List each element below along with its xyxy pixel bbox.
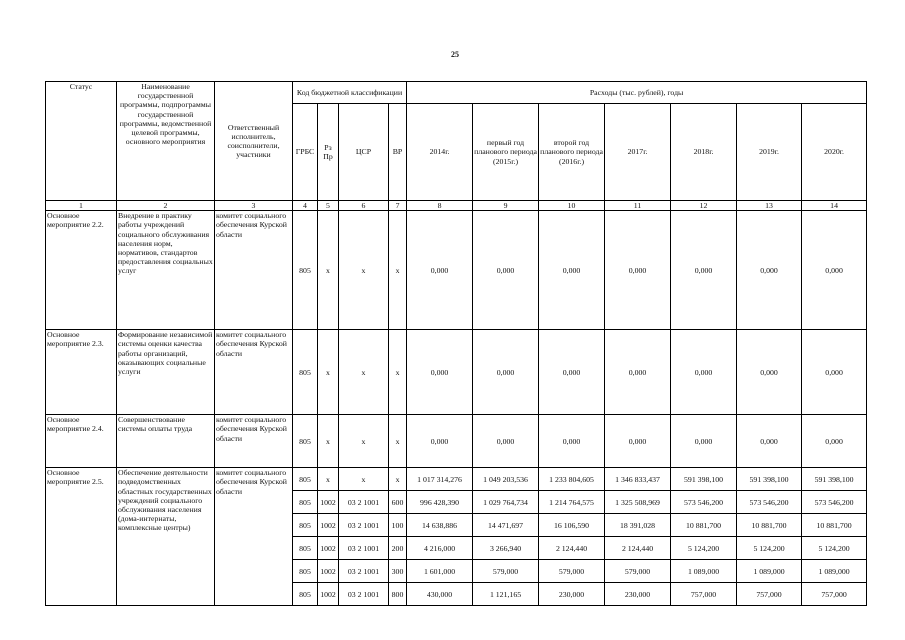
header-budget-code-group: Код бюджетной классификации (293, 82, 407, 104)
grbs-cell: 805 (293, 537, 318, 560)
column-number: 10 (539, 201, 605, 211)
status-cell: Основное мероприятие 2.4. (46, 415, 117, 468)
value-2017: 230,000 (605, 583, 671, 606)
value-2016: 0,000 (539, 415, 605, 468)
rzpr-cell: 1002 (318, 514, 339, 537)
vr-cell: 200 (389, 537, 407, 560)
value-2019: 5 124,200 (737, 537, 802, 560)
rzpr-cell: 1002 (318, 537, 339, 560)
rzpr-cell: 1002 (318, 583, 339, 606)
name-cell: Совершенствование системы оплаты труда (117, 415, 215, 468)
value-2018: 1 089,000 (671, 560, 737, 583)
header-2020: 2020г. (802, 104, 867, 201)
column-number: 12 (671, 201, 737, 211)
responsible-cell: комитет социального обеспечения Курской области (215, 211, 293, 330)
header-2015: первый год планового периода (2015г.) (473, 104, 539, 201)
value-2014: 0,000 (407, 211, 473, 330)
column-number: 7 (389, 201, 407, 211)
vr-cell: 100 (389, 514, 407, 537)
value-2019: 591 398,100 (737, 468, 802, 491)
header-status: Статус (46, 82, 117, 201)
vr-cell: x (389, 468, 407, 491)
rzpr-cell: x (318, 211, 339, 330)
vr-cell: 600 (389, 491, 407, 514)
status-cell: Основное мероприятие 2.2. (46, 211, 117, 330)
responsible-cell: комитет социального обеспечения Курской области (215, 330, 293, 415)
value-2020: 0,000 (802, 415, 867, 468)
value-2018: 573 546,200 (671, 491, 737, 514)
value-2015: 1 029 764,734 (473, 491, 539, 514)
column-number: 3 (215, 201, 293, 211)
value-2016: 230,000 (539, 583, 605, 606)
value-2019: 1 089,000 (737, 560, 802, 583)
csr-cell: 03 2 1001 (339, 537, 389, 560)
value-2020: 1 089,000 (802, 560, 867, 583)
vr-cell: x (389, 415, 407, 468)
value-2020: 0,000 (802, 211, 867, 330)
rzpr-cell: x (318, 468, 339, 491)
page-number: 25 (451, 50, 459, 59)
value-2019: 10 881,700 (737, 514, 802, 537)
rzpr-cell: x (318, 415, 339, 468)
value-2018: 0,000 (671, 330, 737, 415)
grbs-cell: 805 (293, 415, 318, 468)
header-name: Наименование государственной программы, подпрограммы государственной программы, ведомственной целевой программы, основного мероприятия (117, 82, 215, 201)
header-2014: 2014г. (407, 104, 473, 201)
grbs-cell: 805 (293, 514, 318, 537)
header-2017: 2017г. (605, 104, 671, 201)
value-2014: 430,000 (407, 583, 473, 606)
table-row (46, 330, 867, 415)
value-2018: 0,000 (671, 211, 737, 330)
value-2016: 0,000 (539, 211, 605, 330)
value-2020: 573 546,200 (802, 491, 867, 514)
header-rzpr: Рз Пр (318, 104, 339, 201)
value-2017: 0,000 (605, 211, 671, 330)
value-2017: 1 325 508,969 (605, 491, 671, 514)
csr-cell: x (339, 330, 389, 415)
csr-cell: 03 2 1001 (339, 491, 389, 514)
value-2017: 1 346 833,437 (605, 468, 671, 491)
csr-cell: x (339, 415, 389, 468)
value-2018: 0,000 (671, 415, 737, 468)
value-2018: 10 881,700 (671, 514, 737, 537)
value-2014: 1 601,000 (407, 560, 473, 583)
column-number: 11 (605, 201, 671, 211)
column-number: 2 (117, 201, 215, 211)
grbs-cell: 805 (293, 330, 318, 415)
value-2019: 573 546,200 (737, 491, 802, 514)
name-cell: Формирование независимой системы оценки качества работы организаций, оказывающих социальные услуги (117, 330, 215, 415)
value-2020: 591 398,100 (802, 468, 867, 491)
grbs-cell: 805 (293, 560, 318, 583)
value-2016: 579,000 (539, 560, 605, 583)
value-2019: 0,000 (737, 330, 802, 415)
header-csr: ЦСР (339, 104, 389, 201)
column-number: 9 (473, 201, 539, 211)
value-2018: 591 398,100 (671, 468, 737, 491)
grbs-cell: 805 (293, 491, 318, 514)
value-2017: 0,000 (605, 330, 671, 415)
column-number: 5 (318, 201, 339, 211)
value-2017: 18 391,028 (605, 514, 671, 537)
value-2020: 5 124,200 (802, 537, 867, 560)
csr-cell: x (339, 468, 389, 491)
value-2020: 0,000 (802, 330, 867, 415)
value-2018: 5 124,200 (671, 537, 737, 560)
column-number: 6 (339, 201, 389, 211)
rzpr-cell: 1002 (318, 560, 339, 583)
column-number: 14 (802, 201, 867, 211)
header-expenses-group: Расходы (тыс. рублей), годы (407, 82, 867, 104)
header-2019: 2019г. (737, 104, 802, 201)
value-2015: 14 471,697 (473, 514, 539, 537)
header-2016: второй год планового периода (2016г.) (539, 104, 605, 201)
value-2014: 0,000 (407, 415, 473, 468)
value-2017: 0,000 (605, 415, 671, 468)
header-vr: ВР (389, 104, 407, 201)
column-number-row (46, 201, 867, 211)
value-2016: 0,000 (539, 330, 605, 415)
grbs-cell: 805 (293, 583, 318, 606)
value-2014: 14 638,886 (407, 514, 473, 537)
table-row (46, 415, 867, 468)
table-row (46, 211, 867, 330)
value-2019: 757,000 (737, 583, 802, 606)
grbs-cell: 805 (293, 468, 318, 491)
value-2016: 16 106,590 (539, 514, 605, 537)
column-number: 1 (46, 201, 117, 211)
value-2015: 0,000 (473, 211, 539, 330)
column-number: 4 (293, 201, 318, 211)
column-number: 13 (737, 201, 802, 211)
header-2018: 2018г. (671, 104, 737, 201)
value-2020: 10 881,700 (802, 514, 867, 537)
csr-cell: x (339, 211, 389, 330)
status-cell: Основное мероприятие 2.3. (46, 330, 117, 415)
value-2015: 3 266,940 (473, 537, 539, 560)
header-grbs: ГРБС (293, 104, 318, 201)
vr-cell: 300 (389, 560, 407, 583)
grbs-cell: 805 (293, 211, 318, 330)
csr-cell: 03 2 1001 (339, 560, 389, 583)
value-2016: 1 233 804,605 (539, 468, 605, 491)
vr-cell: x (389, 211, 407, 330)
name-cell: Внедрение в практику работы учреждений социального обслуживания населения норм, нормативов, стандартов предоставления социальных услуг (117, 211, 215, 330)
vr-cell: 800 (389, 583, 407, 606)
value-2014: 1 017 314,276 (407, 468, 473, 491)
responsible-cell: комитет социального обеспечения Курской области (215, 415, 293, 468)
value-2019: 0,000 (737, 211, 802, 330)
value-2015: 1 121,165 (473, 583, 539, 606)
column-number: 8 (407, 201, 473, 211)
status-cell: Основное мероприятие 2.5. (46, 468, 117, 606)
value-2015: 579,000 (473, 560, 539, 583)
value-2015: 0,000 (473, 415, 539, 468)
rzpr-cell: x (318, 330, 339, 415)
csr-cell: 03 2 1001 (339, 514, 389, 537)
rzpr-cell: 1002 (318, 491, 339, 514)
value-2018: 757,000 (671, 583, 737, 606)
responsible-cell: комитет социального обеспечения Курской области (215, 468, 293, 606)
table-row (46, 468, 867, 491)
value-2014: 996 428,390 (407, 491, 473, 514)
value-2015: 1 049 203,536 (473, 468, 539, 491)
value-2014: 0,000 (407, 330, 473, 415)
value-2016: 1 214 764,575 (539, 491, 605, 514)
vr-cell: x (389, 330, 407, 415)
value-2017: 579,000 (605, 560, 671, 583)
value-2016: 2 124,440 (539, 537, 605, 560)
value-2015: 0,000 (473, 330, 539, 415)
value-2020: 757,000 (802, 583, 867, 606)
value-2014: 4 216,000 (407, 537, 473, 560)
budget-table (45, 81, 867, 606)
csr-cell: 03 2 1001 (339, 583, 389, 606)
name-cell: Обеспечение деятельности подведомственных областных государственных учреждений социального обслуживания населения (дома-интернаты, комплексные центры) (117, 468, 215, 606)
value-2017: 2 124,440 (605, 537, 671, 560)
header-responsible: Ответственный исполнитель, соисполнители, участники (215, 82, 293, 201)
value-2019: 0,000 (737, 415, 802, 468)
